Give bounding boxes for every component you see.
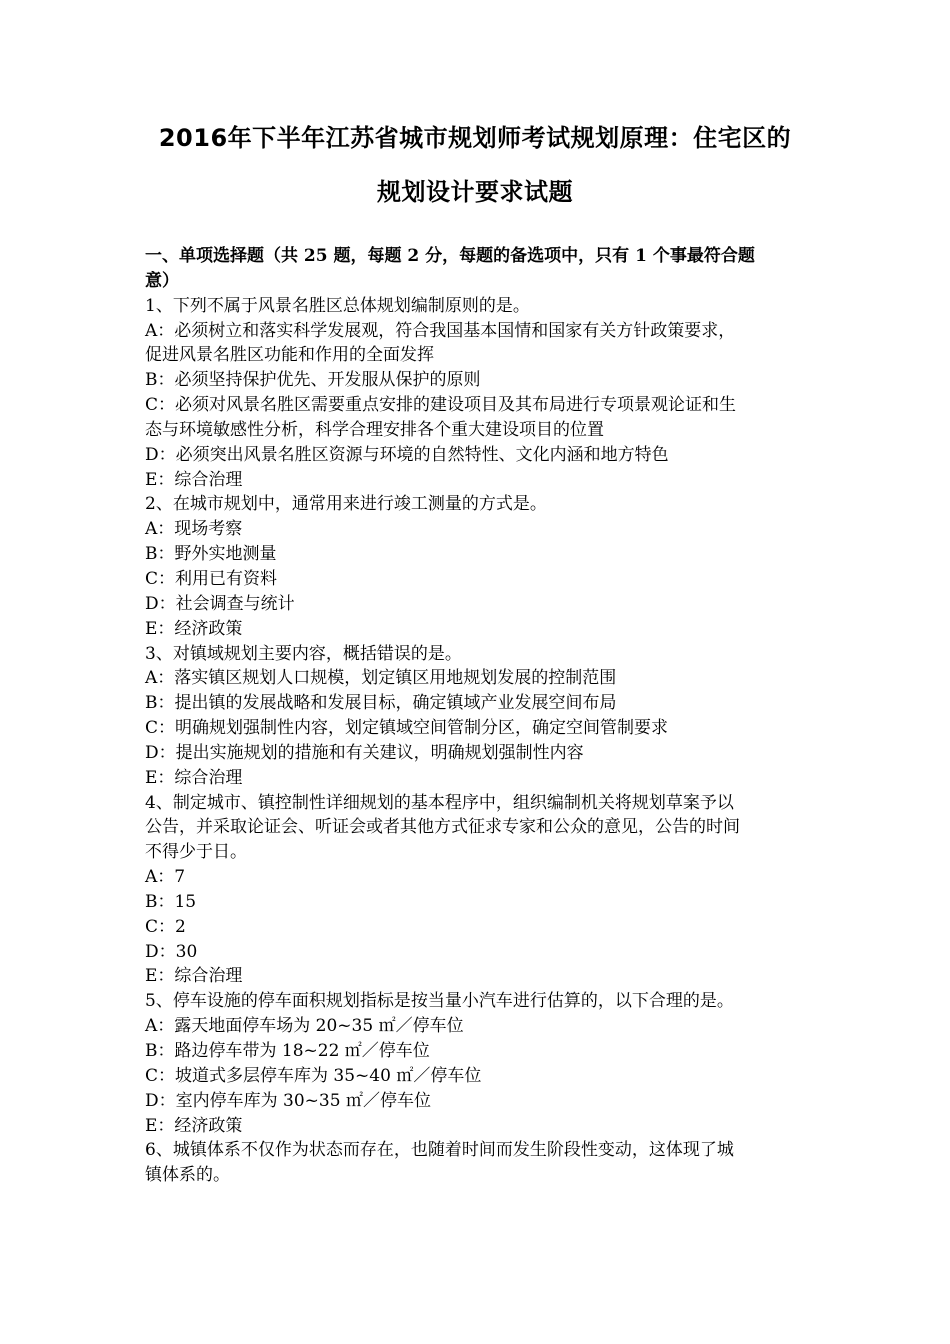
text-line: E：经济政策 — [145, 618, 243, 639]
text-line: A：露天地面停车场为 20~35 ㎡／停车位 — [145, 1016, 464, 1037]
text-line: B：路边停车带为 18~22 ㎡／停车位 — [145, 1041, 430, 1061]
text-line: 4、制定城市、镇控制性详细规划的基本程序中，组织编制机关将规划草案予以 — [145, 792, 734, 813]
text-line: C：明确规划强制性内容，划定镇域空间管制分区，确定空间管制要求 — [145, 718, 669, 739]
text-line: 公告，并采取论证会、听证会或者其他方式征求专家和公众的意见，公告的时间 — [145, 817, 740, 838]
text-line: D：室内停车库为 30~35 ㎡／停车位 — [145, 1090, 431, 1111]
text-line: B：15 — [145, 891, 197, 912]
text-line: A：现场考察 — [145, 519, 243, 540]
text-line: A：必须树立和落实科学发展观，符合我国基本国情和国家有关方针政策要求， — [145, 320, 736, 341]
document-title-line-2: 规划设计要求试题 — [377, 178, 573, 206]
text-line: B：野外实地测量 — [145, 544, 277, 565]
text-line: 6、城镇体系不仅作为状态而存在，也随着时间而发生阶段性变动，这体现了城 — [145, 1140, 734, 1161]
text-line: C：坡道式多层停车库为 35~40 ㎡／停车位 — [145, 1065, 482, 1086]
text-line: C：利用已有资料 — [145, 568, 278, 589]
text-line: D：提出实施规划的措施和有关建议，明确规划强制性内容 — [145, 742, 584, 763]
text-line: E：经济政策 — [145, 1115, 243, 1136]
text-line: C：必须对风景名胜区需要重点安排的建设项目及其布局进行专项景观论证和生 — [145, 395, 737, 416]
text-line: E：综合治理 — [145, 767, 243, 788]
section-heading-line: 意） — [145, 270, 179, 291]
text-line: 5、停车设施的停车面积规划指标是按当量小汽车进行估算的，以下合理的是。 — [145, 991, 734, 1012]
text-line: 态与环境敏感性分析，科学合理安排各个重大建设项目的位置 — [145, 419, 604, 440]
text-line: 不得少于日。 — [145, 842, 247, 863]
text-line: B：必须坚持保护优先、开发服从保护的原则 — [145, 370, 481, 391]
document-body — [145, 244, 810, 1188]
text-line: 1、下列不属于风景名胜区总体规划编制原则的是。 — [145, 295, 530, 316]
document-title-line-1: 2016年下半年江苏省城市规划师考试规划原理：住宅区的 — [158, 124, 792, 152]
text-line: A：7 — [145, 867, 186, 888]
text-line: 镇体系的。 — [145, 1165, 230, 1186]
section-heading-line: 一、单项选择题（共 25 题，每题 2 分，每题的备选项中，只有 1 个事最符合题 — [145, 246, 755, 266]
text-line: D：社会调查与统计 — [145, 593, 295, 614]
text-line: 2、在城市规划中，通常用来进行竣工测量的方式是。 — [145, 494, 547, 515]
text-line: B：提出镇的发展战略和发展目标，确定镇域产业发展空间布局 — [145, 693, 617, 714]
text-line: D：30 — [145, 941, 198, 962]
text-line: 3、对镇域规划主要内容，概括错误的是。 — [145, 643, 462, 664]
text-line: 促进风景名胜区功能和作用的全面发挥 — [145, 345, 434, 366]
text-line: E：综合治理 — [145, 469, 243, 490]
text-line: C：2 — [145, 916, 186, 937]
text-line: D：必须突出风景名胜区资源与环境的自然特性、文化内涵和地方特色 — [145, 444, 669, 465]
text-line: A：落实镇区规划人口规模，划定镇区用地规划发展的控制范围 — [145, 668, 617, 689]
text-line: E：综合治理 — [145, 966, 243, 987]
